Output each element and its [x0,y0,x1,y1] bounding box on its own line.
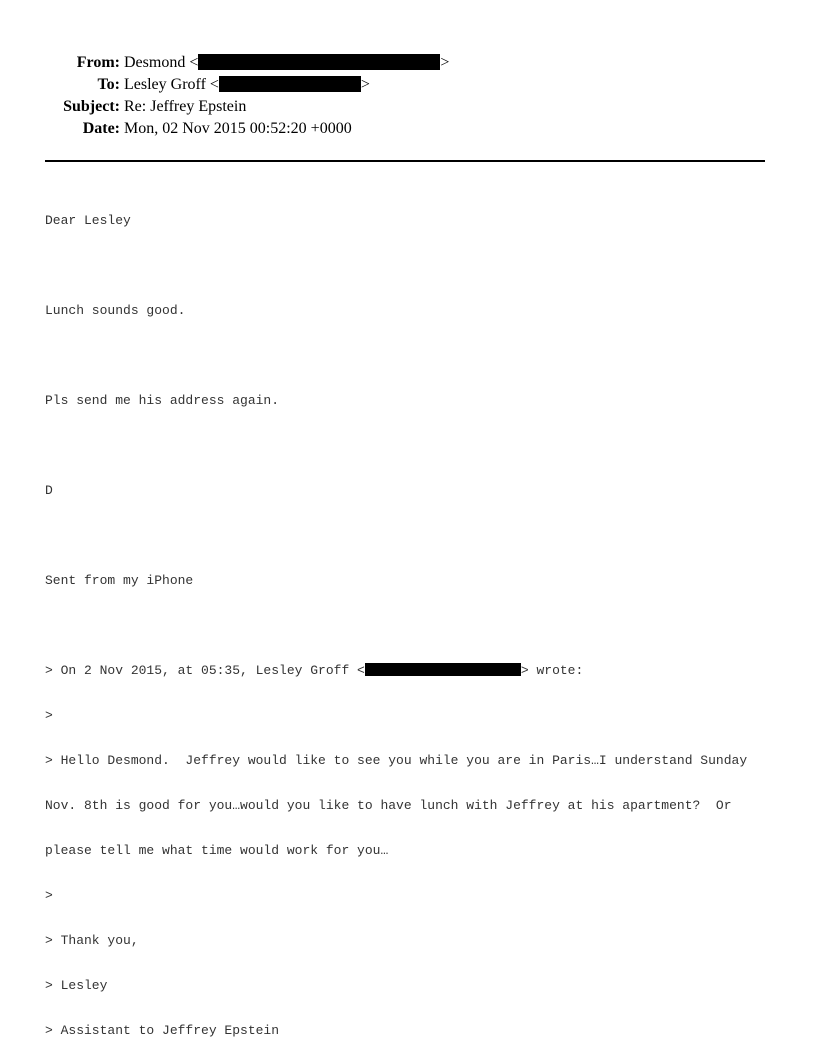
quote-line: please tell me what time would work for you… [45,843,389,858]
body-line: Pls send me his address again. [45,393,280,408]
redaction-box [365,663,521,676]
redaction-box [198,54,440,70]
quote-thanks: > Thank you, [45,933,139,948]
header-divider [45,160,765,162]
subject-label: Subject: [63,98,120,115]
body-line: Lunch sounds good. [45,303,186,318]
to-value [124,74,370,96]
from-label: From: [76,54,120,71]
from-value [124,52,449,74]
to-close: > [360,76,370,93]
quote-blank: > [45,708,53,723]
quote-title: > Assistant to Jeffrey Epstein [45,1023,280,1038]
from-name: Desmond < [124,54,199,71]
quote-line: Nov. 8th is good for you…would you like to have lunch with Jeffrey at his apartment? Or [45,798,732,813]
from-close: > [440,54,450,71]
date-value: Mon, 02 Nov 2015 00:52:20 +0000 [124,120,352,137]
to-name: Lesley Groff < [124,76,219,93]
email-body [45,183,775,1053]
redaction-box [219,76,361,92]
quote-header-tail: > wrote: [520,663,584,678]
quote-name: > Lesley [45,978,108,993]
quote-header [45,663,775,678]
quote-header-text: > On 2 Nov 2015, at 05:35, Lesley Groff < [45,663,365,678]
subject-value: Re: Jeffrey Epstein [124,98,247,115]
date-label: Date: [82,120,120,137]
quote-blank: > [45,888,53,903]
greeting: Dear Lesley [45,213,131,228]
quote-line: > Hello Desmond. Jeffrey would like to see you while you are in Paris…I understand Sunday [45,753,748,768]
sent-from: Sent from my iPhone [45,573,194,588]
signoff: D [45,483,53,498]
to-label: To: [97,76,120,93]
